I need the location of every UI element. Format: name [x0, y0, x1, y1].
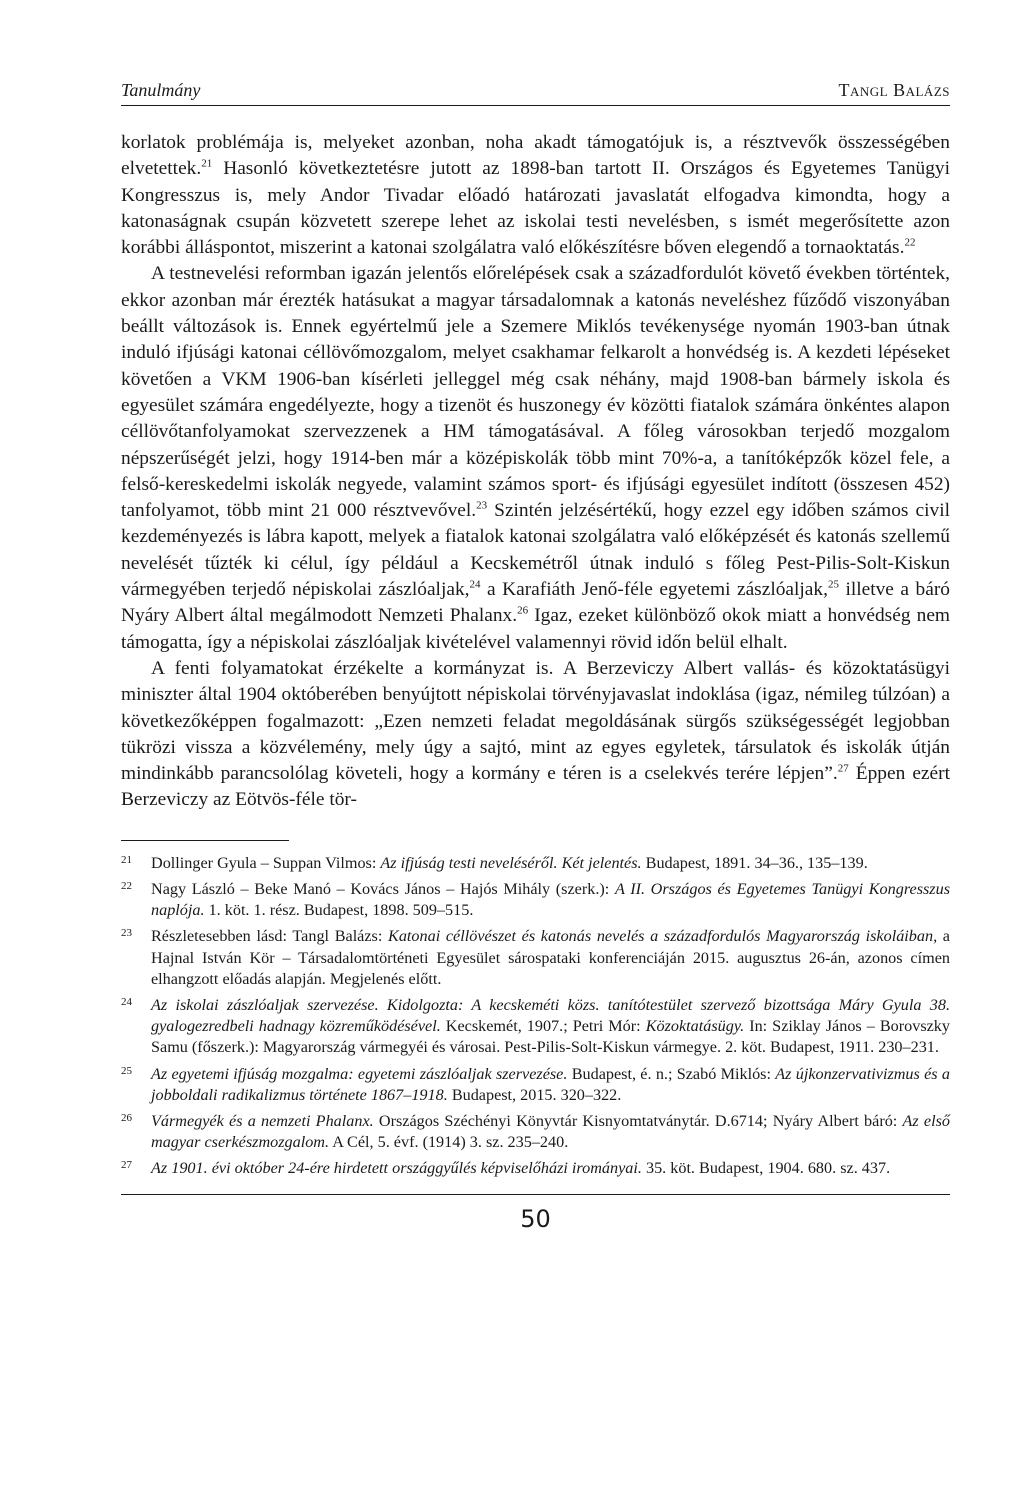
section-label: Tanulmány [121, 80, 201, 100]
text-run: In: Sziklay János – Borovszky Samu (főszerk.): Magyarország vármegyéi és városai. Pest-Pilis-Solt-Kiskun vármegye. 2. köt. Budapest, 1911. 230–231. [151, 1017, 950, 1057]
text-run: A testnevelési reformban igazán jelentős előrelépések csak a századfordulót követő években történtek, ekkor azonban már érezték hatásukat a magyar társadalomnak a katonás neveléshez fűződő viszonyában beállt változások is. Ennek egyértelmű jele a Szemere Miklós tevékenysége nyomán 1903-ban útnak induló ifjúsági katonai céllövőmozgalom, melyet csakhamar felkarolt a honvédség is. A kezdeti lépéseket követően a VKM 1906-ban kísérleti jelleggel még csak néhány, majd 1908-ban bármely iskola és egyesület számára engedélyezte, hogy a tizenöt és huszonegy év közötti fiatalok számára önkéntes alapon céllövőtanfolyamokat szervezzenek a HM támogatásával. A főleg városokban terjedő mozgalom népszerűségét jelzi, hogy 1914-ben már a középiskolák több mint 70%-a, a tanítóképzők közel fele, a felső-kereskedelmi iskolák negyede, valamint számos sport- és ifjúsági egyesület indított (összesen 452) tanfolyamot, több mint 21 000 résztvevővel. [121, 263, 950, 522]
page-number: 50 [520, 1204, 551, 1233]
text-run: 1. köt. 1. rész. Budapest, 1898. 509–515. [204, 901, 474, 920]
text-run: korlatok problémája is, melyeket azonban, noha akadt támogatójuk is, a résztvevők összességében elvetettek. [121, 132, 950, 180]
footnote-text [151, 995, 950, 1059]
italic-title: Az első magyar cserkészmozgalom. [151, 1111, 950, 1152]
footnote-reference: 24 [469, 578, 481, 591]
text-run: Nagy László – Beke Manó – Kovács János – Hajós Mihály (szerk.): [151, 879, 615, 898]
footnote-number: 25 [121, 1064, 132, 1077]
footnote [121, 1111, 950, 1153]
text-run: Dollinger Gyula – Suppan Vilmos: [151, 853, 381, 872]
italic-title: Vármegyék és a nemzeti Phalanx. [151, 1111, 374, 1130]
body-text [121, 130, 950, 814]
footnote [121, 1064, 950, 1106]
author-name: Tangl Balázs [838, 80, 950, 100]
text-run: a Hajnal István Kör – Társadalomtörténeti Egyesület sárospataki konferenciáján 2015. augusztus 26-án, azonos címen elhangzott előadás alapján. Megjelenés előtt. [151, 927, 950, 988]
paragraph [121, 656, 950, 814]
paragraph [121, 261, 950, 655]
italic-title: A II. Országos és Egyetemes Tanügyi Kongresszus naplója. [151, 879, 950, 920]
footnotes [121, 853, 950, 1180]
footnote-reference: 27 [837, 762, 849, 775]
text-run: Budapest, 2015. 320–322. [447, 1085, 622, 1104]
italic-title: Az iskolai zászlóaljak szervezése. Kidolgozta: A kecskeméti közs. tanítótestület szervező bizottsága Máry Gyula 38. gyalogezredbeli hadnagy közreműködésével. [151, 995, 950, 1036]
text-run: A fenti folyamatokat érzékelte a kormányzat is. A Berzeviczy Albert vallás- és közoktatásügyi miniszter által 1904 októberében benyújtott népiskolai törvényjavaslat indoklása (igaz, némileg túlzóan) a következőképpen fogalmazott: „Ezen nemzeti feladat megoldásának sürgős szükségességét legjobban tükrözi vissza a közvélemény, mely úgy a sajtó, mint az egyes egyletek, társulatok és iskolák útján mindinkább parancsolólag követeli, hogy a kormány e téren is a cselekvés terére lépjen”. [121, 657, 950, 785]
footnote-number: 22 [121, 879, 132, 892]
text-run: Igaz, ezeket különböző okok miatt a honvédség nem támogatta, így a népiskolai zászlóaljak kivételével valamennyi rövid időn belül elhalt. [121, 605, 951, 653]
footnote-number: 23 [121, 927, 132, 940]
footnote [121, 926, 950, 990]
paragraph [121, 130, 950, 261]
page [121, 80, 950, 1233]
footnote-separator [121, 840, 289, 841]
footnote-text [151, 1064, 950, 1106]
footnote-reference: 25 [827, 578, 839, 591]
footnote-number: 26 [121, 1111, 132, 1124]
text-run: Budapest, é. n.; Szabó Miklós: [567, 1064, 776, 1083]
text-run: Éppen ezért Berzeviczy az Eötvös-féle tör- [121, 763, 950, 811]
italic-title: Az egyetemi ifjúság mozgalma: egyetemi zászlóaljak szervezése. [151, 1064, 568, 1083]
footnote [121, 995, 950, 1059]
footnote [121, 1158, 950, 1179]
footnote-number: 27 [121, 1159, 132, 1172]
italic-title: Katonai céllövészet és katonás nevelés a századfordulós Magyarország iskoláiban, [388, 927, 938, 946]
text-run: A Cél, 5. évf. (1914) 3. sz. 235–240. [329, 1133, 569, 1152]
footnote [121, 879, 950, 921]
text-run: 35. köt. Budapest, 1904. 680. sz. 437. [641, 1159, 891, 1178]
footnote-text [151, 1111, 950, 1153]
bottom-rule [121, 1194, 950, 1195]
footnote-reference: 26 [517, 604, 529, 617]
footnote-number: 21 [121, 853, 132, 866]
footnote-reference: 22 [904, 236, 916, 249]
text-run: Hasonló következtetésre jutott az 1898-ban tartott II. Országos és Egyetemes Tanügyi Kongresszus is, mely Andor Tivadar előadó határozati javaslatát elfogadva kimondta, hogy a katonaságnak csupán közvetett szerepe lehet az iskolai testi nevelésben, s ismét megerősítette azon korábbi álláspontot, miszerint a katonai szolgálatra való előkészítésre bőven elegendő a tornaoktatás. [121, 158, 950, 259]
footnote-text [151, 853, 950, 874]
italic-title: Közoktatásügy. [645, 1017, 745, 1036]
text-run: illetve a báró Nyáry Albert által megálmodott Nemzeti Phalanx. [121, 579, 950, 627]
running-header [121, 80, 950, 106]
text-run: Kecskemét, 1907.; Petri Mór: [440, 1017, 646, 1036]
text-run: Országos Széchényi Könyvtár Kisnyomtatványtár. D.6714; Nyáry Albert báró: [373, 1111, 903, 1130]
text-run: Részletesebben lásd: Tangl Balázs: [151, 927, 389, 946]
text-run: a Karafiáth Jenő-féle egyetemi zászlóaljak, [480, 579, 828, 601]
italic-title: Az 1901. évi október 24-ére hirdetett országgyűlés képviselőházi irományai. [151, 1159, 642, 1178]
footnote-text [151, 926, 950, 990]
italic-title: Az újkonzervativizmus és a jobboldali radikalizmus története 1867–1918. [151, 1064, 950, 1104]
footnote-number: 24 [121, 995, 132, 1008]
text-run: Budapest, 1891. 34–36., 135–139. [641, 853, 868, 872]
italic-title: Az ifjúság testi neveléséről. Két jelentés. [380, 853, 642, 872]
text-run: Szintén jelzésértékű, hogy ezzel egy időben számos civil kezdeményezés is lábra kapott, melyek a fiatalok katonai szolgálatra való előképzését és katonás szellemű nevelését tűzték ki célul, így például a Kecskemétről útnak induló s főleg Pest-Pilis-Solt-Kiskun vármegyében terjedő népiskolai zászlóaljak, [121, 500, 950, 601]
footnote-reference: 21 [201, 157, 213, 170]
footnote [121, 853, 950, 874]
footnote-reference: 23 [476, 499, 488, 512]
footnote-text [151, 1158, 950, 1179]
footnote-text [151, 879, 950, 921]
